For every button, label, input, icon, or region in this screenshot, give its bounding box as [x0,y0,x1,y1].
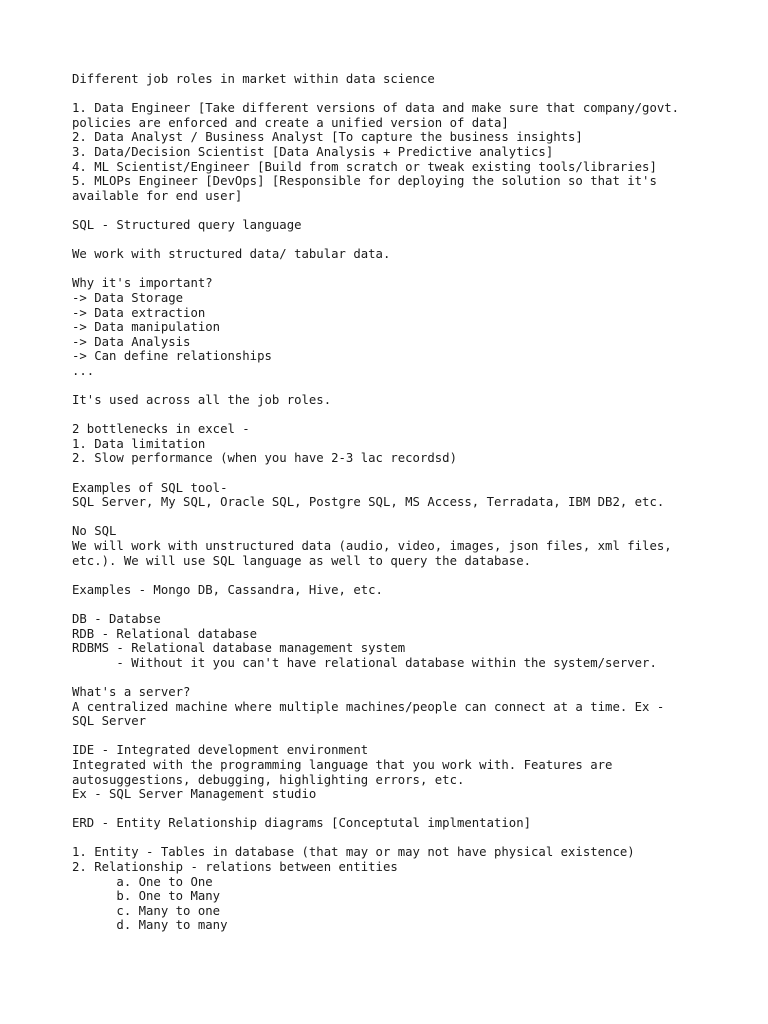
blank-line [72,466,712,481]
text-line: We will work with unstructured data (audio, video, images, json files, xml files, [72,539,672,553]
text-line: Integrated with the programming language that you work with. Features are [72,757,613,772]
text-line: 5. MLOPs Engineer [DevOps] [Responsible for deploying the solution so that it's [72,174,657,189]
text-line: -> Data Storage [72,290,184,305]
text-line: SQL - Structured query language [72,217,302,232]
blank-line [72,802,712,817]
blank-line [72,729,712,744]
blank-line [72,568,712,583]
text-line: -> Data extraction [72,305,206,320]
blank-line [72,233,712,248]
blank-line [72,597,712,612]
text-line: 2. Data Analyst / Business Analyst [To capture the business insights] [72,130,583,145]
text-line: 3. Data/Decision Scientist [Data Analysis + Predictive analytics] [72,144,554,159]
text-line: a. One to One [72,874,213,889]
text-line: SQL Server [72,714,147,729]
blank-line [72,408,712,423]
text-line: -> Can define relationships [72,349,272,364]
blank-line [72,831,712,846]
text-line: SQL Server, My SQL, Oracle SQL, Postgre SQL, MS Access, Terradata, IBM DB2, etc. [72,495,665,510]
text-line: Ex - SQL Server Management studio [72,787,317,802]
text-line: Examples of SQL tool- [72,480,228,495]
text-line: 1. Data Engineer [Take different versions of data and make sure that company/govt. [72,101,680,116]
text-line: available for end user] [72,188,243,203]
text-line: autosuggestions, debugging, highlighting errors, etc. [72,772,465,787]
text-line: -> Data manipulation [72,320,221,335]
text-line: Why it's important? [72,276,213,291]
text-line: 4. ML Scientist/Engineer [Build from scratch or tweak existing tools/libraries] [72,159,657,174]
text-line: DB - Databse [72,611,161,626]
document-page [72,72,712,933]
blank-line [72,670,712,685]
text-line: c. Many to one [72,903,221,918]
blank-line [72,510,712,525]
text-line: 2. Relationship - relations between entities [72,860,398,875]
text-line: What's a server? [72,684,191,699]
text-line: b. One to Many [72,889,221,904]
blank-line [72,87,712,102]
text-line: 2 bottlenecks in excel - [72,422,250,437]
blank-line [72,262,712,277]
text-line: 1. Entity - Tables in database (that may or may not have physical existence) [72,845,635,860]
text-line: RDBMS - Relational database management system [72,641,406,656]
text-line: Examples - Mongo DB, Cassandra, Hive, etc. [72,582,383,597]
text-line: policies are enforced and create a unified version of data] [72,115,509,130]
text-line: It's used across all the job roles. [72,393,332,408]
text-line: ERD - Entity Relationship diagrams [Conceptutal implmentation] [72,816,532,831]
text-line: 1. Data limitation [72,436,206,451]
text-line: IDE - Integrated development environment [72,743,369,758]
text-line: d. Many to many [72,918,228,933]
text-line: -> Data Analysis [72,334,191,349]
text-line: - Without it you can't have relational database within the system/server. [72,655,657,670]
text-line: No SQL [72,524,117,539]
blank-line [72,203,712,218]
text-line: ... [72,363,95,378]
text-line: etc.). We will use SQL language as well to query the database. [72,553,532,568]
text-line: RDB - Relational database [72,626,258,641]
text-line: Different job roles in market within data science [72,72,435,86]
text-line: 2. Slow performance (when you have 2-3 lac recordsd) [72,451,457,466]
blank-line [72,378,712,393]
text-line: We work with structured data/ tabular data. [72,247,391,262]
text-line: A centralized machine where multiple machines/people can connect at a time. Ex - [72,699,665,714]
